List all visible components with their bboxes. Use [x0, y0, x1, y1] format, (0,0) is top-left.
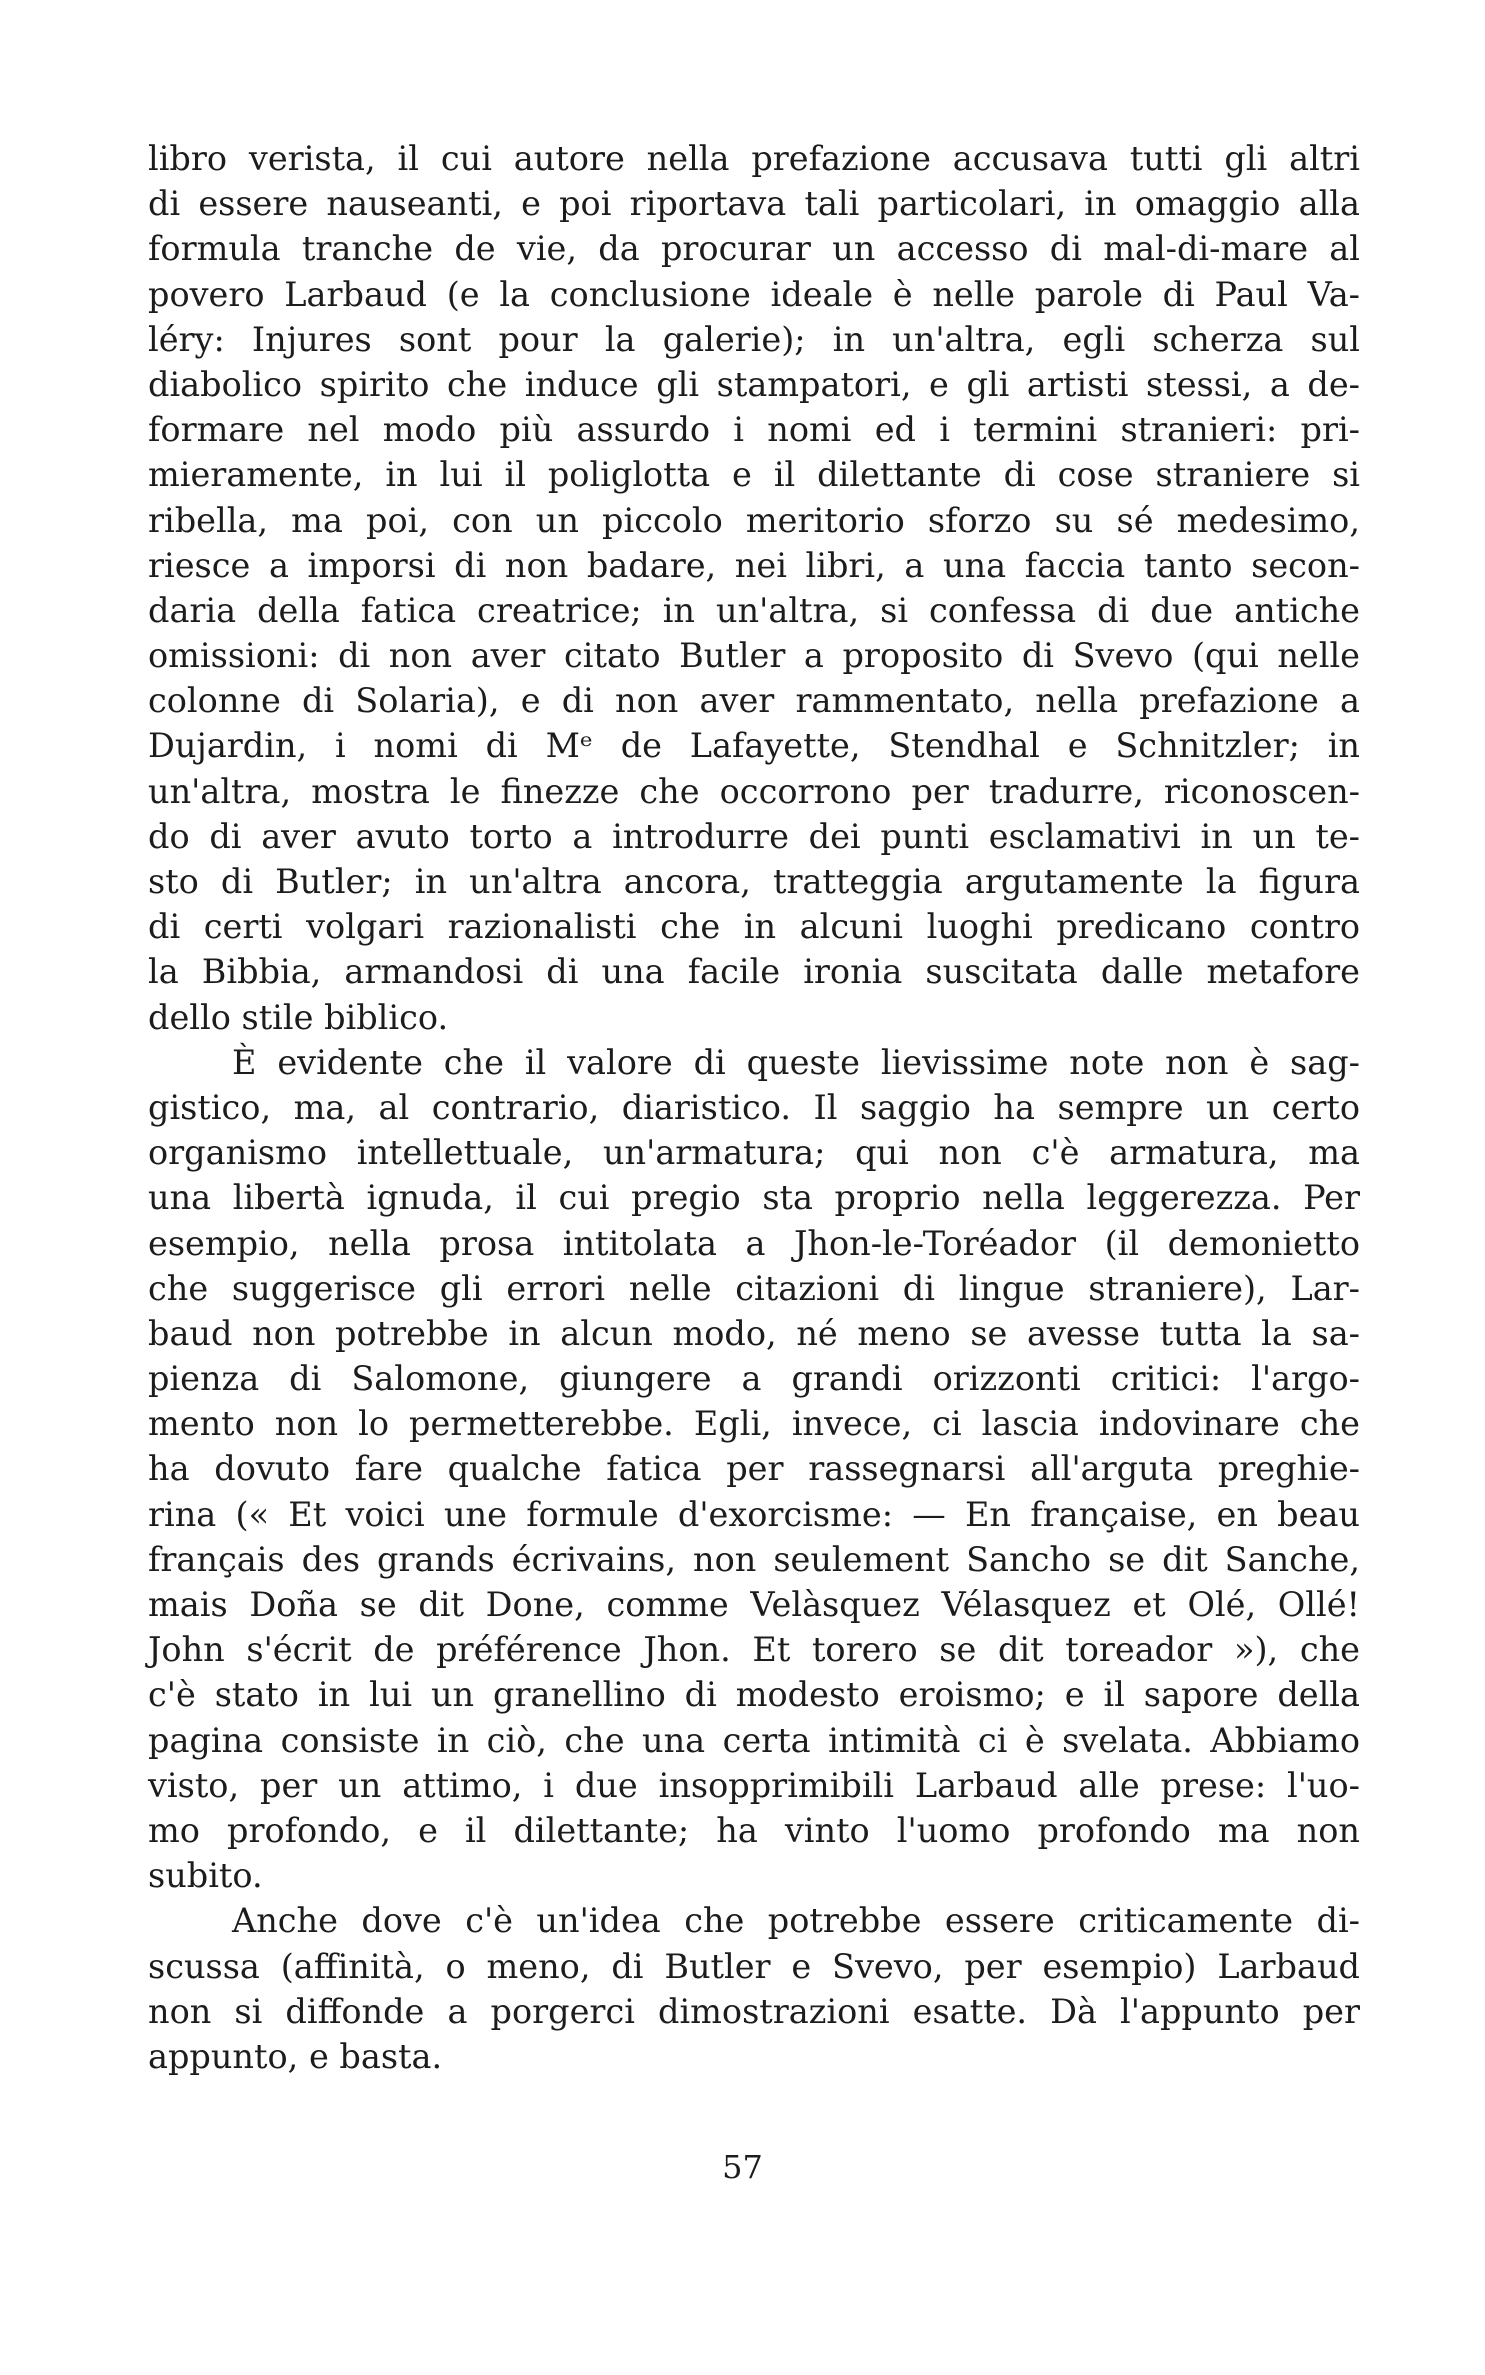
- text-line: formare nel modo più assurdo i nomi ed i termini stranieri: pri-: [148, 410, 1360, 450]
- text-line: esempio, nella prosa intitolata a Jhon-le-Toréador (il demonietto: [148, 1223, 1360, 1263]
- text-line: rina (« Et voici une formule d'exorcisme: — En française, en beau: [148, 1494, 1360, 1534]
- text-line: pienza di Salomone, giungere a grandi orizzonti critici: l'argo-: [148, 1359, 1360, 1399]
- text-line: léry: Injures sont pour la galerie); in un'altra, egli scherza sul: [148, 319, 1360, 359]
- text-line: baud non potrebbe in alcun modo, né meno se avesse tutta la sa-: [148, 1313, 1360, 1353]
- page-number: 57: [722, 2148, 763, 2186]
- text-line: do di aver avuto torto a introdurre dei punti esclamativi in un te-: [148, 816, 1360, 856]
- text-line: français des grands écrivains, non seulement Sancho se dit Sanche,: [148, 1539, 1360, 1579]
- text-line: mento non lo permetterebbe. Egli, invece, ci lascia indovinare che: [148, 1404, 1360, 1444]
- text-line: organismo intellettuale, un'armatura; qui non c'è armatura, ma: [148, 1133, 1360, 1173]
- text-line: Anche dove c'è un'idea che potrebbe essere criticamente di-: [232, 1901, 1360, 1941]
- text-line: dello stile biblico.: [148, 997, 449, 1037]
- text-line: di certi volgari razionalisti che in alcuni luoghi predicano contro: [148, 907, 1360, 947]
- text-line: scussa (affinità, o meno, di Butler e Svevo, per esempio) Larbaud: [148, 1946, 1360, 1986]
- text-line: la Bibbia, armandosi di una facile ironia suscitata dalle metafore: [148, 952, 1360, 992]
- text-line: daria della fatica creatrice; in un'altra, si confessa di due antiche: [148, 590, 1360, 630]
- text-line: È evidente che il valore di queste lievissime note non è sag-: [232, 1042, 1360, 1082]
- text-line: mais Doña se dit Done, comme Velàsquez Vélasquez et Olé, Ollé!: [148, 1585, 1360, 1624]
- text-line: subito.: [148, 1856, 263, 1896]
- text-line: c'è stato in lui un granellino di modesto eroismo; e il sapore della: [148, 1675, 1360, 1715]
- text-line: omissioni: di non aver citato Butler a proposito di Svevo (qui nelle: [148, 636, 1360, 676]
- text-line: libro verista, il cui autore nella prefazione accusava tutti gli altri: [148, 139, 1360, 178]
- text-line: che suggerisce gli errori nelle citazioni di lingue straniere), Lar-: [148, 1268, 1360, 1308]
- text-line: John s'écrit de préférence Jhon. Et torero se dit toreador »), che: [148, 1630, 1360, 1670]
- text-line: mo profondo, e il dilettante; ha vinto l'uomo profondo ma non: [148, 1810, 1360, 1850]
- text-line: una libertà ignuda, il cui pregio sta proprio nella leggerezza. Per: [148, 1178, 1360, 1218]
- text-line: gistico, ma, al contrario, diaristico. Il saggio ha sempre un certo: [148, 1087, 1360, 1127]
- text-line: diabolico spirito che induce gli stampatori, e gli artisti stessi, a de-: [148, 364, 1360, 404]
- text-line: di essere nauseanti, e poi riportava tali particolari, in omaggio alla: [148, 184, 1360, 224]
- text-line: colonne di Solaria), e di non aver rammentato, nella prefazione a: [148, 681, 1360, 721]
- text-line: formula tranche de vie, da procurar un accesso di mal-di-mare al: [148, 229, 1360, 269]
- text-line: ribella, ma poi, con un piccolo meritorio sforzo su sé medesimo,: [148, 500, 1360, 540]
- text-line: mieramente, in lui il poliglotta e il dilettante di cose straniere si: [148, 455, 1360, 495]
- text-line: appunto, e basta.: [148, 2036, 443, 2076]
- text-line: riesce a imporsi di non badare, nei libri, a una faccia tanto secon-: [148, 545, 1360, 585]
- text-line: povero Larbaud (e la conclusione ideale è nelle parole di Paul Va-: [148, 274, 1360, 314]
- text-line: non si diffonde a porgerci dimostrazioni esatte. Dà l'appunto per: [148, 1991, 1360, 2031]
- text-line: pagina consiste in ciò, che una certa intimità ci è svelata. Abbiamo: [148, 1720, 1360, 1760]
- text-line: visto, per un attimo, i due insopprimibili Larbaud alle prese: l'uo-: [148, 1765, 1360, 1805]
- text-line: un'altra, mostra le finezze che occorrono per tradurre, riconoscen-: [148, 771, 1360, 811]
- body-text: [148, 136, 1360, 2079]
- text-line: ha dovuto fare qualche fatica per rassegnarsi all'arguta preghie-: [148, 1449, 1360, 1489]
- text-line: Dujardin, i nomi di Mᵉ de Lafayette, Stendhal e Schnitzler; in: [148, 726, 1360, 766]
- text-line: sto di Butler; in un'altra ancora, tratteggia argutamente la figura: [148, 862, 1360, 901]
